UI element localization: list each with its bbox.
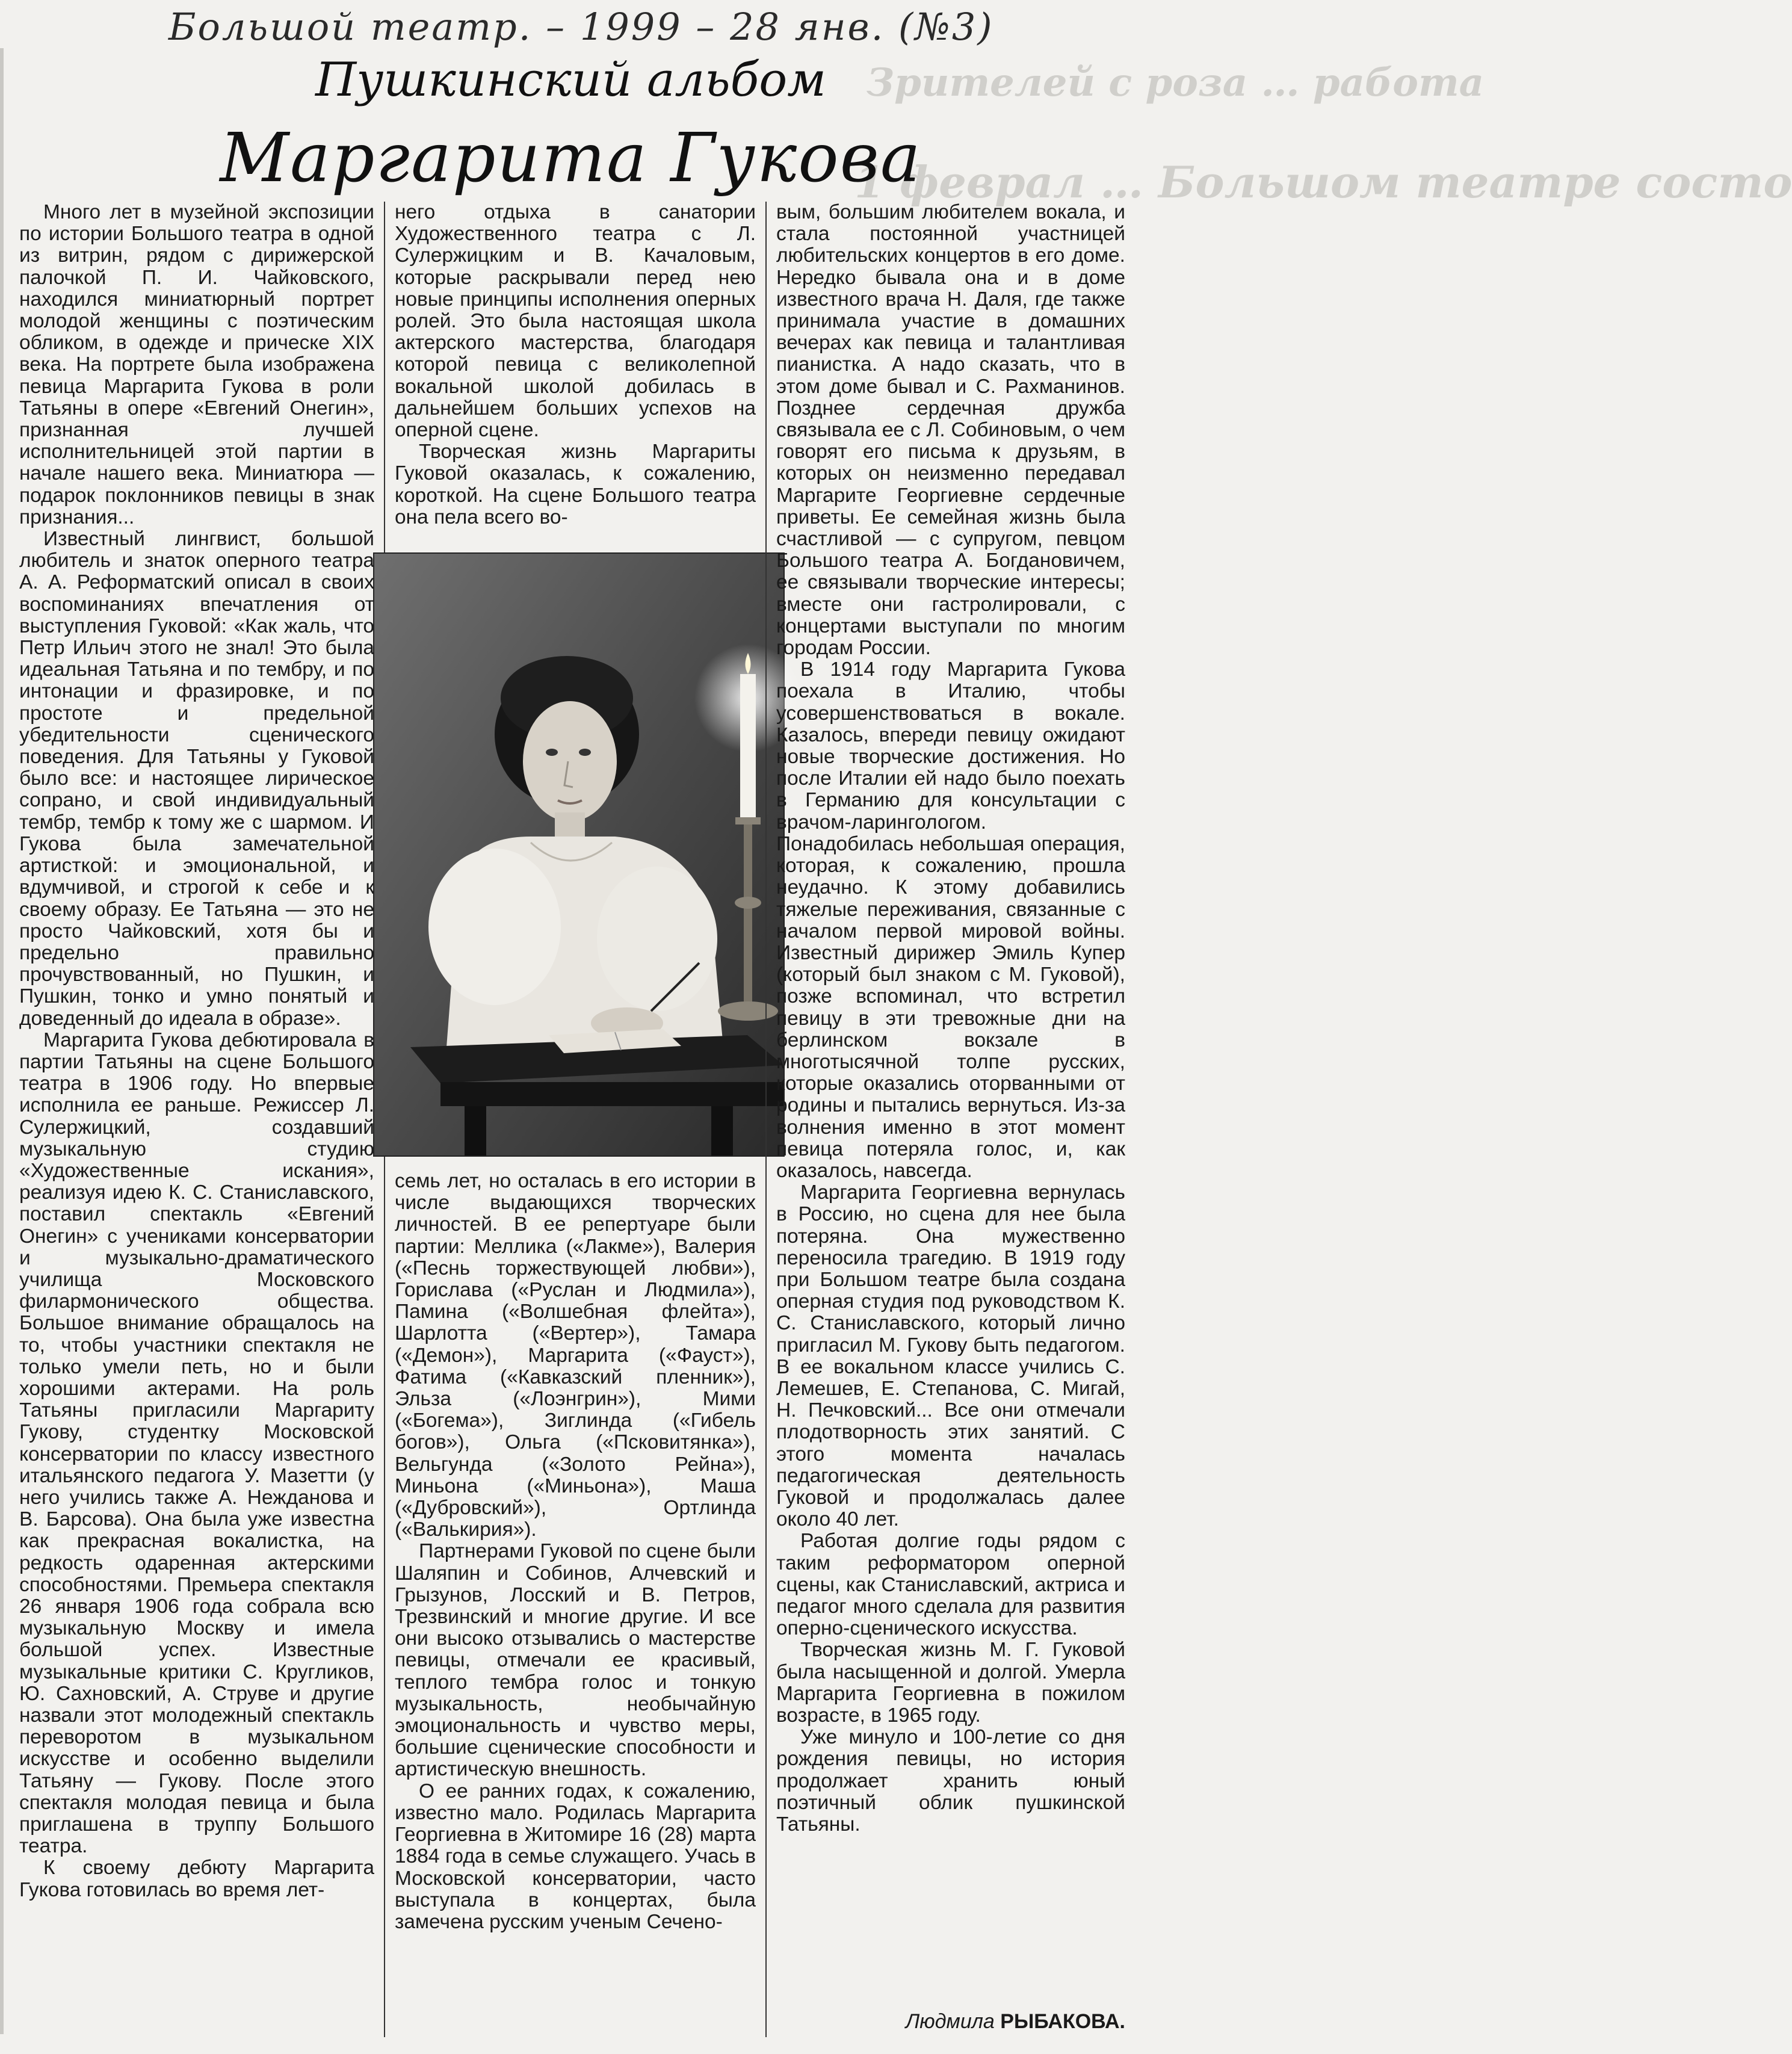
author-signature	[776, 2010, 1125, 2034]
paragraph: В 1914 году Маргарита Гукова поехала в Италию, чтобы усовершенствоваться в вокале. Казалось, впереди певицу ожидают новые творческие достижения. Но после Италии ей надо было поехать в Германию для консультации с врачом-ларингологом. Понадобилась небольшая операция, которая, к сожалению, прошла неудачно. К этому добавились тяжелые переживания, связанные с началом первой мировой войны. Известный дирижер Эмиль Купер (который был знаком с М. Гуковой), позже вспоминал, что встретил певицу в эти тревожные дни на берлинском вокзале в многотысячной толпе русских, которые оказались оторванными от родины и пытались вернуться. Из-за волнения именно в этот момент певица потеряла голос, и, как оказалось, навсегда.	[776, 658, 1125, 1182]
paragraph: Известный лингвист, большой любитель и знаток оперного театра А. А. Реформатский описал в своих воспоминаниях впечатления от выступления Гуковой: «Как жаль, что Петр Ильич этого не знал! Это была идеальная Татьяна и по тембру, и по интонации и фразировке, и по простоте и предельной убедительности сценического поведения. Для Татьяны у Гуковой было все: и настоящее лирическое сопрано, и свой индивидуальный тембр, тембр к тому же с шармом. И Гукова была замечательной артисткой: и эмоциональной, и вдумчивой, и строгой к себе и к своему образу. Ее Татьяна — это не просто Чайковский, хотя бы и предельно правильно прочувствованный, но Пушкин, и Пушкин, тонко и умно понятый и доведенный до идеала в образе».	[19, 528, 374, 1030]
bleed-through-line1: 1 феврал … Большом театре состо	[854, 156, 1792, 208]
paragraph: Партнерами Гуковой по сцене были Шаляпин и Собинов, Алчевский и Грызунов, Лосский и В. Петров, Трезвинский и многие другие. И все они высоко отзывались о мастерстве певицы, отмечали ее красивый, теплого тембра голос и тонкую музыкальность, необычайную эмоциональность и чувство меры, большие сценические способности и артистическую внешность.	[395, 1540, 756, 1781]
paragraph: Много лет в музейной экспозиции по истории Большого театра в одной из витрин, рядом с дирижерской палочкой П. И. Чайковского, находился миниатюрный портрет молодой женщины с поэтическим обликом, в одежде и прическе XIX века. На портрете была изображена певица Маргарита Гукова в роли Татьяны в опере «Евгений Онегин», признанная лучшей исполнительницей этой партии в начале нашего века. Миниатюра — подарок поклонников певицы в знак признания...	[19, 201, 374, 528]
page-edge-shadow	[0, 48, 4, 2034]
portrait-illustration	[374, 554, 783, 1155]
article-headline: Маргарита Гукова	[220, 119, 922, 197]
paragraph: Творческая жизнь М. Г. Гуковой была насыщенной и долгой. Умерла Маргарита Георгиевна в пожилом возрасте, в 1965 году.	[776, 1639, 1125, 1727]
paragraph: Работая долгие годы рядом с таким реформатором оперной сцены, как Станиславский, актриса и педагог много сделала для развития оперно-сценического искусства.	[776, 1530, 1125, 1640]
paragraph: Маргарита Георгиевна вернулась в Россию, но сцена для нее была потеряна. Она мужественно переносила трагедию. В 1919 году при Большом театре была создана оперная студия под руководством К. С. Станиславского, который лично пригласил М. Гукову быть педагогом. В ее вокальном классе учились С. Лемешев, Е. Степанова, С. Мигай, Н. Печковский... Все они отмечали плодотворность этих занятий. С этого момента началась педагогическая деятельность Гуковой и продолжалась далее около 40 лет.	[776, 1181, 1125, 1531]
paragraph: Маргарита Гукова дебютировала в партии Татьяны на сцене Большого театра в 1906 году. Но впервые исполнила ее раньше. Режиссер Л. Сулержицкий, создавший музыкальную студию «Художественные искания», реализуя идею К. С. Станиславского, поставил спектакль «Евгений Онегин» с учениками консерватории и музыкально-драматического училища Московского филармонического общества. Большое внимание обращалось на то, чтобы участники спектакля не только умели петь, но и были хорошими актерами. На роль Татьяны пригласили Маргариту Гукову, студентку Московской консерватории по классу известного итальянского педагога У. Мазетти (у него учились также А. Нежданова и В. Барсова). Она была уже известна как прекрасная вокалистка, на редкость одаренная актерскими способностями. Премьера спектакля 26 января 1906 года собрала всю музыкальную Москву и имела большой успех. Известные музыкальные критики С. Кругликов, Ю. Сахновский, А. Струве и другие назвали этот молодежный спектакль переворотом в музыкальном искусстве и особенно выделили Татьяну — Гукову. После этого спектакля молодая певица и была приглашена в труппу Большого театра.	[19, 1029, 374, 1858]
paragraph: К своему дебюту Маргарита Гукова готовилась во время лет-	[19, 1857, 374, 1901]
paragraph: О ее ранних годах, к сожалению, известно мало. Родилась Маргарита Георгиевна в Житомире 16 (28) марта 1884 года в семье служащего. Учась в Московской консерватории, часто выступала в концертах, была замечена русским ученым Сечено-	[395, 1780, 756, 1933]
paragraph: Творческая жизнь Маргариты Гуковой оказалась, к сожалению, короткой. На сцене Большого театра она пела всего во-	[395, 441, 756, 528]
author-last-name: РЫБАКОВА.	[1000, 2010, 1125, 2033]
portrait-photo	[373, 552, 785, 1157]
rubric-title: Пушкинский альбом	[315, 53, 826, 107]
author-first-name: Людмила	[905, 2010, 995, 2033]
paragraph: семь лет, но осталась в его истории в числе выдающихся творческих личностей. В ее репертуаре были партии: Меллика («Лакме»), Валерия («Песнь торжествующей любви»), Горислава («Руслан и Людмила»), Памина («Волшебная флейта»), Шарлотта («Вертер»), Тамара («Демон»), Маргарита («Фауст»), Фатима («Кавказский пленник»), Эльза («Лоэнгрин»), Мими («Богема»), Зиглинда («Гибель богов»), Ольга («Псковитянка»), Вельгунда («Золото Рейна»), Миньона («Миньона»), Маша («Дубровский»), Ортлинда («Валькирия»).	[395, 1170, 756, 1541]
paragraph: Уже минуло и 100-летие со дня рождения певицы, но история продолжает хранить юный поэтичный облик пушкинской Татьяны.	[776, 1726, 1125, 1836]
column-2-bottom	[395, 1171, 756, 2037]
handwritten-source-note: Большой театр. – 1999 – 28 янв. (№3)	[168, 5, 994, 49]
column-3	[776, 202, 1125, 1992]
paragraph: вым, большим любителем вокала, и стала постоянной участницей любительских концертов в его доме. Нередко бывала она и в доме известного врача Н. Даля, где также принимала участие в домашних вечерах как певица и талантливая пианистка. А надо сказать, что в этом доме бывал и С. Рахманинов. Позднее сердечная дружба связывала ее с Л. Собиновым, о чем говорят его письма к друзьям, в которых он неизменно передавал Маргарите Георгиевне сердечные приветы. Ее семейная жизнь была счастливой — с супругом, певцом Большого театра А. Богдановичем, ее связывали творческие интересы; вместе они гастролировали, с концертами выступали по многим городам России.	[776, 201, 1125, 660]
paragraph: него отдыха в санатории Художественного театра с Л. Сулержицким и В. Качаловым, которые раскрывали перед нею новые принципы исполнения оперных ролей. Это была настоящая школа актерского мастерства, благодаря которой певица с великолепной вокальной школой добилась в дальнейшем больших успехов на оперной сцене.	[395, 201, 756, 442]
column-2-top	[395, 202, 756, 548]
column-rule-2	[765, 202, 767, 2037]
bleed-through-top: Зрителей с роза … работа	[867, 60, 1485, 105]
column-1	[19, 202, 374, 2037]
